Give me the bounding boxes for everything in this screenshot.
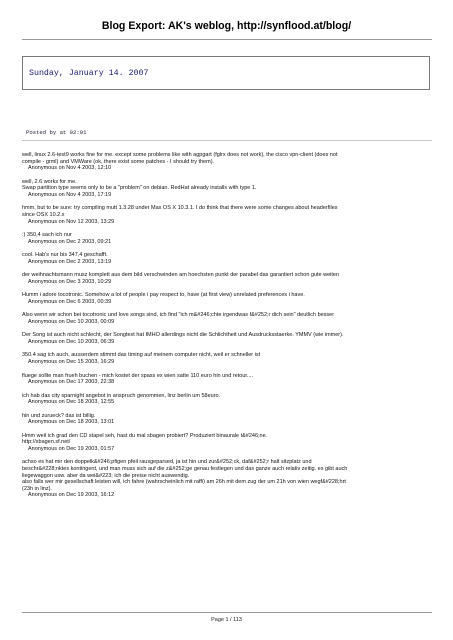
comment-entry — [22, 332, 434, 345]
comment-text-line: Swap partition type seems only to be a "problem" on debian. RedHat already installs with type 1. — [22, 185, 257, 192]
comment-meta: Anonymous on Dec 3 2003, 10:29 — [28, 278, 112, 285]
page-title: Blog Export: AK's weblog, http://synflood.at/blog/ — [101, 20, 352, 32]
comment-text-line: hmm, but to be sure: try compiling mutt 1.3.28 under Max OS X 10.3.1. I do think that there were some changes about headerfiles — [22, 205, 338, 212]
comment-text-line: cool. Hab's nur bis 347,4 geschafft. — [22, 252, 108, 259]
comment-entry — [22, 272, 434, 285]
comment-entry — [22, 459, 434, 499]
comment-text-line: also falls wer mir gesellschaft leisten will, ich fahre (wahrscheinlich mit raffi) am 26h mit dem zug der um 21h von wien wegf&#228;hrt — [22, 479, 346, 486]
comment-text-line: compile - grml) and VMWare (ok, there exist some patches - I should try them). — [22, 158, 215, 165]
comment-text-line: :) 350,4 sach ich nur — [22, 232, 72, 239]
comment-text-line: http://sbagen.sf.net/ — [22, 439, 71, 446]
comment-meta: Anonymous on Nov 12 2003, 13:29 — [28, 218, 115, 225]
comment-text-line: achso es hat mir den doppelk&#246;pfigen pfeil rausgeparsed, ja ist hin und zur&#252;ck, daf&#252;r halt sitzplatz und — [22, 459, 312, 466]
comment-entry — [22, 352, 434, 365]
post-date-box — [22, 56, 430, 90]
posted-divider — [22, 140, 432, 141]
comment-text-line: Hmm weil ich grad den CD stapel seh, hast du mal sbagen probiert? Produziert binaurale t&#246;ne. — [22, 432, 268, 439]
comment-meta: Anonymous on Dec 6 2003, 00:39 — [28, 298, 112, 305]
comment-meta: Anonymous on Dec 2 2003, 09:21 — [28, 238, 112, 245]
comment-text-line: (23h in linz). — [22, 485, 52, 492]
comment-text-line: Humm i adore tocotronic. Somehow a lot of people i pay respect to, have (at first view) unrelated preferences i have. — [22, 292, 305, 299]
comment-entry — [22, 312, 434, 325]
posted-by-line: Posted by at 02:01 — [26, 129, 87, 136]
comment-text-line: Der Song ist auch nicht schlecht, der Songtext hat IMHO allerdings nicht die Schlichtheit und Ausdrucksstaerke. YMMV (wie immer). — [22, 332, 344, 339]
header-divider — [22, 39, 432, 40]
comment-meta: Anonymous on Dec 10 2003, 06:39 — [28, 339, 115, 345]
comment-meta: Anonymous on Dec 15 2003, 16:29 — [28, 359, 115, 366]
comment-entry — [22, 413, 434, 426]
comment-text-line: fluege sollte man frueh buchen - mich kostet der spass ex wien satte 110 euro hin und retour.... — [22, 372, 254, 379]
comment-entry — [22, 152, 434, 172]
post-date: Sunday, January 14. 2007 — [29, 69, 149, 78]
comment-text-line: der weihnachtsmann musz komplett aus dem bild verschwinden am hoechsten punkt der parabel das garantiert schon gute weiten — [22, 272, 340, 279]
comment-meta: Anonymous on Nov 4 2003, 12:10 — [28, 165, 112, 172]
comment-meta: Anonymous on Dec 18 2003, 13:01 — [28, 419, 115, 426]
comment-text-line: liegewaggon usw. aber da wei&#223; ich die preise nicht auswendig. — [22, 472, 190, 479]
comment-entry — [22, 393, 434, 406]
comment-text-line: Also wenn wir schon bei tocotronic und love songs sind, ich find "ich m&#246;chte irgendwas f&#252;r dich sein" deutlich besser — [22, 312, 335, 319]
comment-meta: Anonymous on Dec 10 2003, 00:09 — [28, 318, 115, 325]
comment-meta: Anonymous on Dec 17 2003, 22:38 — [28, 379, 115, 386]
comment-text-line: 350.4 sag ich auch, ausserdem stimmt das timing auf meinem computer nicht, weil er schneller ist — [22, 352, 261, 359]
comment-text-line: hin und zurueck? das ist billig. — [22, 412, 96, 419]
comment-text-line: ich hab das city sparnight angebot in anspruch genommen, linz berlin um 58euro. — [22, 392, 221, 399]
comment-text-line: well, 2.6 works for me. — [22, 178, 77, 185]
footer-divider — [22, 612, 432, 613]
comment-meta: Anonymous on Dec 19 2003, 01:57 — [28, 445, 115, 452]
comment-meta: Anonymous on Dec 19 2003, 16:12 — [28, 492, 115, 499]
comment-entry — [22, 292, 434, 305]
comment-meta: Anonymous on Dec 2 2003, 13:19 — [28, 258, 112, 265]
comment-text-line: beschr&#228;nktes kontingent, und man muss sich auf die z&#252;ge genau festlegen und das ganze auch relativ zeitig. es gibt auch — [22, 466, 348, 473]
comment-entry — [22, 205, 434, 225]
comment-text-line: since OSX 10.2.x — [22, 211, 65, 218]
comment-meta: Anonymous on Dec 18 2003, 12:55 — [28, 399, 115, 406]
comment-entry — [22, 433, 434, 453]
comment-entry — [22, 252, 434, 265]
comment-entry — [22, 179, 434, 199]
comment-list — [22, 152, 434, 506]
comment-text-line: well, linux 2.6-test9 works fine for me. except some problems like with agpgart (fglrx does not work), the cisco vpn-client (does not — [22, 152, 338, 158]
page-number: Page 1 / 113 — [211, 617, 242, 623]
comment-entry — [22, 232, 434, 245]
comment-meta: Anonymous on Nov 4 2003, 17:19 — [28, 191, 112, 198]
comment-entry — [22, 373, 434, 386]
